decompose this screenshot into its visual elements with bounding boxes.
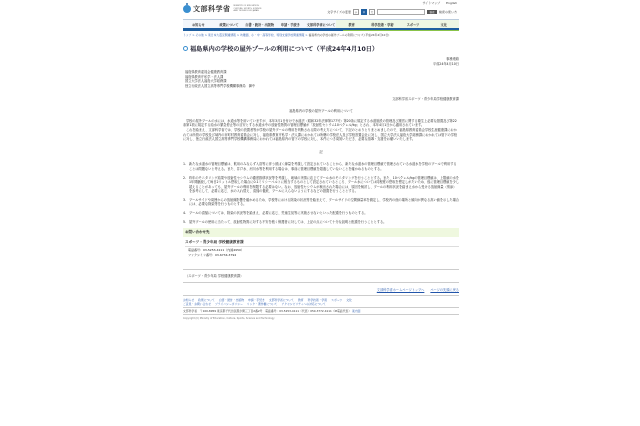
nav-divider [183, 30, 459, 31]
font-size-small-button[interactable]: 小 [354, 11, 358, 14]
recipient: 福島県教育庁私学・法人課 [185, 74, 224, 79]
breadcrumb-current: 福島県内の学校の屋外プールの利用について(平成24年4月10日) [308, 33, 390, 37]
footer-link[interactable]: 白書・統計・出版物 [218, 297, 245, 302]
recipient: 独立行政法人国立高等専門学校機構事務局 御中 [185, 83, 256, 88]
footer-link[interactable]: 文化 [346, 297, 352, 302]
list-item: 4. プールの清掃については、除染の状況等を踏まえ、必要に応じ、児童生徒等に実施させないといった配慮を行うものとする。 [183, 211, 368, 216]
font-size-medium-button[interactable]: 中 [362, 11, 366, 14]
list-item: 2. 昨年のモニタリング結果や放射性セシウムの濃度推移状況等を考慮し、地域の実情に応じてプール水のモニタリングを行うこととする。また、10ベクレル/kgの管理目標値は、上限値の水を1年間継続して毎日2リットル摂取した場合に0.1ミリシーベルトに相当するものとして設定されているところ、プール水については同程度の摂取を想定しがたいため、仮に管理目標値を少し超えることがあっても、屋外プールの利用を制限する必要はない。なお、放射性セシウムが検出された場合には、原因を検討し、プールの利用状況を踏まえ水から受ける放射線量（別添）を参考にして、必要に応じ、水の入れ替え、清掃の徹底、プールに入らないようにするなどの措置を行うこととする。 [183, 175, 460, 194]
divider [183, 269, 459, 270]
logo-english: MINISTRY OF EDUCATION, CULTURE, SPORTS, SCIENCE AND TECHNOLOGY-JAPAN [233, 5, 262, 13]
contact-fax: ファクシミリ番号：03-6734-3794 [188, 252, 237, 257]
notice-date: 平成24年4月10日 [432, 61, 459, 66]
breadcrumb-item[interactable]: 東日本大震災関連情報 [207, 33, 236, 37]
home-top-link[interactable]: 文部科学省ホームページトップへ [376, 287, 425, 292]
notice-type: 事務連絡 [446, 57, 459, 61]
copyright: Copyright (C) Ministry of Education, Culture, Sports, Science and Technology [183, 317, 275, 321]
nav-item-culture[interactable]: 文化 [428, 20, 459, 28]
footer-link[interactable]: お知らせ [183, 297, 195, 302]
page-title-text: 福島県内の学校の屋外プールの利用について（平成24年4月10日） [190, 46, 379, 53]
nav-item-science[interactable]: 科学技術・学術 [367, 20, 398, 28]
nav-item-education[interactable]: 教育 [336, 20, 367, 28]
site-logo[interactable] [183, 4, 264, 14]
recipient: 福島県教育委員会健康教育課 [185, 70, 227, 75]
footer-link[interactable]: 申請・手続き [248, 297, 265, 302]
footer-address: 文部科学省 〒100-8959 東京都千代田区霞が関三丁目2番2号 電話番号：03-5253-4111（代表）050-3772-4111（IP電話代表） 案内図 [183, 307, 459, 315]
paragraph: 学校の屋外プールの水には、水道水等を用いていますが、本年3月1日付けで水道法（昭和32年法律第177号）第20条に規定する水道施設の管理及び運営に関する衛生上必要な措置及び第22条第1項に規定する給水の緊急停止等の目安とする水道水中の放射性物質の管理目標値が「放射性セシウム10ベクレル/kg」とされ、本年4月1日から適用されています。 [183, 118, 457, 128]
document-body [183, 57, 459, 224]
recipients [185, 70, 459, 88]
contact-phone: 電話番号：03-5253-4111（内線4950） [188, 248, 244, 253]
font-size-large-button[interactable]: 大 [370, 11, 374, 14]
item-list [183, 162, 459, 224]
divider [183, 282, 459, 283]
footer-link[interactable]: プライバシーポリシー [214, 302, 243, 307]
footer-link[interactable]: ご意見・お問い合わせ [183, 302, 211, 307]
title-bullet-icon [183, 46, 188, 51]
breadcrumb-item[interactable]: トップ [183, 33, 192, 37]
contact-heading: お問い合わせ先 [183, 228, 459, 237]
nav-item-applications[interactable]: 申請・手続き [275, 20, 306, 28]
footer-link[interactable]: 科学技術・学術 [307, 297, 328, 302]
subject: 福島県内の学校の屋外プールの利用について [289, 109, 353, 114]
global-nav [183, 19, 459, 30]
ki-heading: 記 [319, 149, 323, 154]
nav-item-sports[interactable]: スポーツ [398, 20, 429, 28]
search-input[interactable] [377, 9, 425, 15]
nav-item-policy[interactable]: 政策について [214, 20, 245, 28]
page-top-link[interactable]: ページの先頭に戻る [430, 287, 459, 292]
utility-links [422, 1, 457, 5]
paragraph: これを踏まえ、文部科学省では、学校の設置者等が学校の屋外プールの利用を判断される際の考え方について、下記のとおりとりまとめましたので、福島県教育委員会学校生涯健康課におかれては所管の学校及び域内の市町村教育委員会に対し、福島県教育庁私学・法人課におかれては所轄の学校法人及び学校設置会社に対し、国立大学法人福島大学総務課におかれては管下の学校に対し、独立行政法人国立高等専門学校機構事務局におかれては福島県内の管下の学校に対し、本件につき周知いただき、必要な指導・支援をお願いいたします。 [183, 127, 458, 142]
breadcrumb-item[interactable]: 幼稚園、小・中・高等学校、特別支援学校関連情報 [240, 33, 305, 37]
footer-link[interactable]: 政策について [198, 297, 215, 302]
footer-link[interactable]: 文部科学省について [268, 297, 294, 302]
footer-link[interactable]: アクセシビリティへの対応について [281, 302, 326, 307]
sender: 文部科学省スポーツ・青少年局学校健康教育課 [392, 96, 459, 101]
page-title [183, 44, 459, 53]
page-container [183, 0, 459, 320]
breadcrumb-item[interactable]: その他 [195, 33, 204, 37]
nav-item-news[interactable]: お知らせ [183, 20, 214, 28]
contact-department: スポーツ・青少年局 学校健康教育課 [185, 240, 459, 247]
nav-item-about[interactable]: 文部科学省について [306, 20, 337, 28]
site-header [183, 0, 459, 19]
footer-link[interactable]: リンク・著作権について [246, 302, 278, 307]
footer-link[interactable]: 教育 [297, 297, 304, 302]
font-size-label: 文字サイズの変更 [327, 10, 351, 14]
search-help-link[interactable]: 検索の使い方 [438, 10, 457, 14]
search-area [327, 9, 457, 15]
list-item: 5. 屋外プールの使用に当たって、放射性物質に対する不安を抱く保護者に対しては、上記の点について十分な説明と配慮を行うこととする。 [183, 219, 387, 224]
sitemap-link[interactable]: サイトマップ [422, 1, 441, 5]
list-item: 1. 新たな水道水の管理目標値は、飲用のみならず入浴等に伴う被ばく線量を考慮して設定されていることから、新たな水道水の管理目標値で管理されている水道水を学校のプールで利用することは問題ないと考える。また、井戸水、河川水等を利用する場合は、事前に管理目標値を超過していないことを確かめるものとする。 [183, 162, 457, 171]
english-link[interactable]: English [446, 1, 457, 5]
breadcrumb: トップ > その他 > 東日本大震災関連情報 > 幼稚園、小・中・高等学校、特別支援学校関連情報 > 福島県内の学校の屋外プールの利用について(平成24年4月10日) [183, 33, 390, 37]
section-label: （スポーツ・青少年局 学校健康教育課） [185, 273, 244, 278]
search-button[interactable]: 検索 [427, 10, 437, 14]
recipient: 国立大学法人福島大学総務課 [185, 79, 227, 84]
bottom-links [183, 287, 459, 292]
list-item: 3. プールサイドや周囲からの放射線影響を確かめるため、学校等における除染の状況等を踏まえて、プールサイドの空間線量率を測定し、学校内の他の場所と傾向が異なる高い値を示した場合には、必要な除染等を行うものとする。 [183, 197, 459, 207]
logo-text: 文部科学省 [193, 5, 231, 13]
map-link[interactable]: 案内図 [352, 309, 361, 314]
footer-link[interactable]: スポーツ [331, 297, 343, 302]
nav-item-publications[interactable]: 白書・統計・出版物 [244, 20, 275, 28]
footer-nav [183, 295, 459, 308]
logo-icon [183, 5, 191, 13]
